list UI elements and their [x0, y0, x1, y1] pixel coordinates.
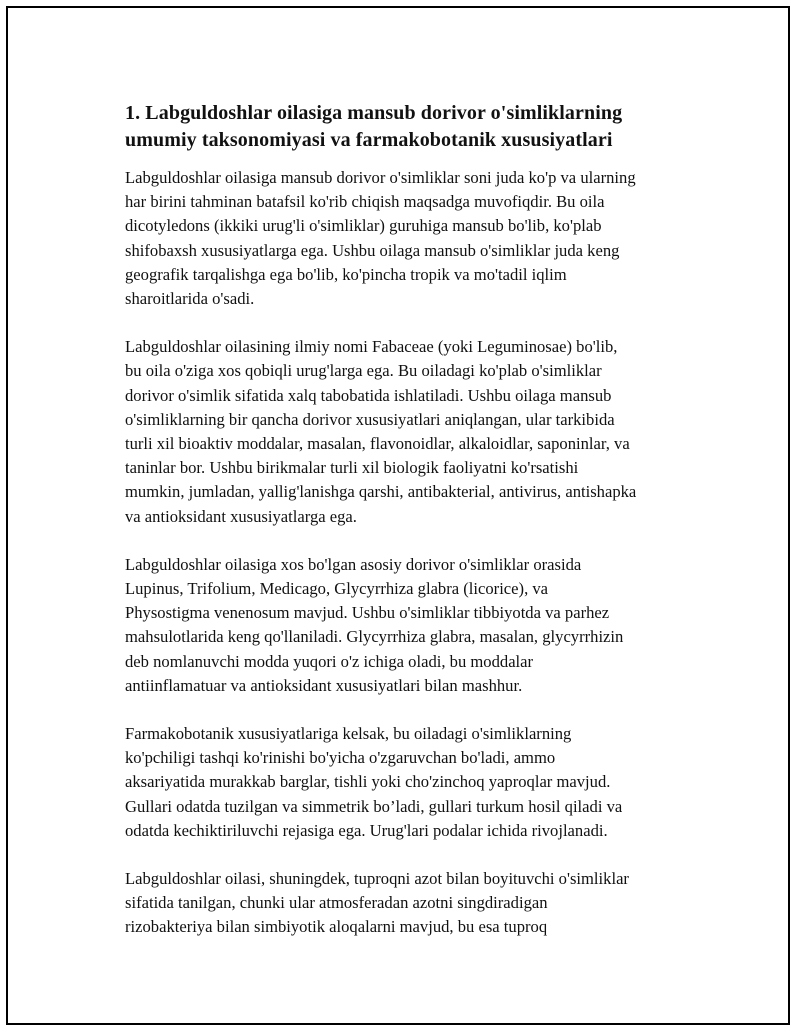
paragraph-line: sifatida tanilgan, chunki ular atmosferadan azotni singdiradigan: [125, 893, 548, 913]
paragraph-line: Lupinus, Trifolium, Medicago, Glycyrrhiza glabra (licorice), va: [125, 579, 549, 599]
paragraph-line: shifobaxsh xususiyatlarga ega. Ushbu oilaga mansub o'simliklar juda keng: [125, 240, 620, 260]
paragraph-line: antiinflamatuar va antioksidant xususiyatlari bilan mashhur.: [125, 675, 523, 695]
paragraph-line: rizobakteriya bilan simbiyotik aloqalarni mavjud, bu esa tuproq: [125, 917, 548, 937]
section-heading-line-2: umumiy taksonomiyasi va farmakobotanik xususiyatlari: [125, 129, 613, 151]
paragraph-line: odatda kechiktiriluvchi rejasiga ega. Urug'lari podalar ichida rivojlanadi.: [125, 820, 608, 840]
paragraph-line: Farmakobotanik xususiyatlariga kelsak, bu oiladagi o'simliklarning: [125, 724, 572, 744]
section-heading-line-1: 1. Labguldoshlar oilasiga mansub dorivor o'simliklarning: [125, 102, 623, 124]
paragraph-line: aksariyatida murakkab barglar, tishli yoki cho'zinchoq yaproqlar mavjud.: [125, 772, 611, 792]
paragraph-line: Labguldoshlar oilasi, shuningdek, tuproqni azot bilan boyituvchi o'simliklar: [125, 869, 629, 889]
paragraph-1: [125, 166, 705, 311]
paragraph-line: ko'pchiligi tashqi ko'rinishi bo'yicha o'zgaruvchan bo'ladi, ammo: [125, 748, 556, 768]
paragraph-line: geografik tarqalishga ega bo'lib, ko'pincha tropik va mo'tadil iqlim: [125, 264, 567, 284]
paragraph-line: va antioksidant xususiyatlarga ega.: [125, 506, 357, 526]
section-heading: [125, 100, 705, 154]
paragraph-line: taninlar bor. Ushbu birikmalar turli xil biologik faoliyatni ko'rsatishi: [125, 458, 579, 478]
page-frame: [6, 6, 790, 1025]
paragraph-line: dorivor o'simlik sifatida xalq tabobatida ishlatiladi. Ushbu oilaga mansub: [125, 385, 612, 405]
paragraph-4: [125, 722, 705, 843]
paragraph-line: mahsulotlarida keng qo'llaniladi. Glycyrrhiza glabra, masalan, glycyrrhizin: [125, 627, 624, 647]
paragraph-line: bu oila o'ziga xos qobiqli urug'larga ega. Bu oiladagi ko'plab o'simliklar: [125, 361, 602, 381]
paragraph-3: [125, 553, 705, 698]
paragraph-line: Labguldoshlar oilasiga mansub dorivor o'simliklar soni juda ko'p va ularning: [125, 168, 636, 187]
paragraph-2: [125, 335, 705, 529]
paragraph-5: [125, 867, 705, 940]
paragraph-line: dicotyledons (ikkiki urug'li o'simliklar) guruhiga mansub bo'lib, ko'plab: [125, 216, 602, 236]
paragraph-line: mumkin, jumladan, yallig'lanishga qarshi, antibakterial, antivirus, antishapka: [125, 482, 637, 502]
paragraph-line: har birini tahminan batafsil ko'rib chiqish maqsadga muvofiqdir. Bu oila: [125, 192, 605, 212]
paragraph-line: Gullari odatda tuzilgan va simmetrik bo’ladi, gullari turkum hosil qiladi va: [125, 796, 623, 816]
paragraph-line: sharoitlarida o'sadi.: [125, 289, 255, 309]
paragraph-line: turli xil bioaktiv moddalar, masalan, flavonoidlar, alkaloidlar, saponinlar, va: [125, 434, 630, 454]
document-body: [125, 100, 705, 964]
paragraph-line: Physostigma venenosum mavjud. Ushbu o'simliklar tibbiyotda va parhez: [125, 603, 610, 623]
paragraph-line: o'simliklarning bir qancha dorivor xususiyatlari aniqlangan, ular tarkibida: [125, 409, 615, 429]
paragraph-line: deb nomlanuvchi modda yuqori o'z ichiga oladi, bu moddalar: [125, 651, 534, 671]
paragraph-line: Labguldoshlar oilasining ilmiy nomi Fabaceae (yoki Leguminosae) bo'lib,: [125, 337, 618, 357]
paragraph-line: Labguldoshlar oilasiga xos bo'lgan asosiy dorivor o'simliklar orasida: [125, 554, 582, 574]
